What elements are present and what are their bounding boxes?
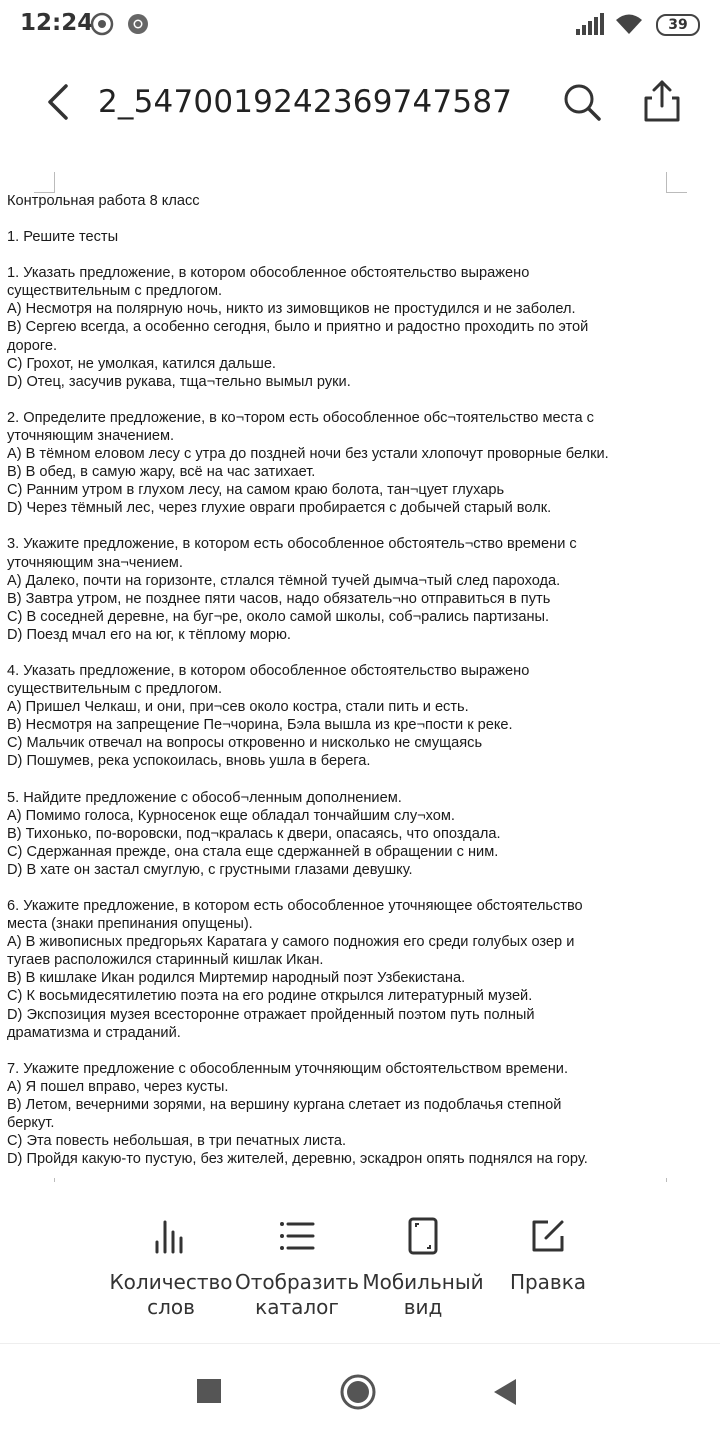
answer-option: A) В живописных предгорьях Каратага у самого подножия его среди голубых озер и [7, 934, 575, 951]
answer-option: C) Грохот, не умолкая, катился дальше. [7, 355, 276, 372]
share-button[interactable] [640, 78, 684, 124]
answer-option: A) Далеко, почти на горизонте, стлался тёмной тучей дымча¬тый след парохода. [7, 572, 561, 589]
recents-button[interactable] [196, 1378, 222, 1409]
edit-button[interactable] [484, 1216, 612, 1295]
question-7 [7, 1060, 713, 1169]
answer-option: C) В соседней деревне, на буг¬ре, около самой школы, соб¬рались партизаны. [7, 608, 550, 625]
answer-option: B) Сергею всегда, а особенно сегодня, было и приятно и радостно проходить по этой [7, 319, 589, 336]
page-corner-mark [666, 172, 687, 193]
bar-chart-icon [151, 1216, 191, 1256]
document-page[interactable] [0, 170, 720, 1182]
section-title: 1. Решите тесты [7, 229, 119, 246]
answer-option: C) Сдержанная прежде, она стала еще сдержанней в обращении с ним. [7, 843, 499, 860]
question-line: 7. Укажите предложение с обособленным уточняющим обстоятельством времени. [7, 1060, 569, 1077]
mobile-view-icon [403, 1216, 443, 1256]
answer-option: B) В кишлаке Икан родился Миртемир народный поэт Узбекистана. [7, 970, 466, 987]
answer-option: C) Эта повесть небольшая, в три печатных листа. [7, 1133, 347, 1150]
answer-option: дороге. [7, 337, 58, 354]
answer-option: D) Пройдя какую-то пустую, без жителей, деревню, эскадрон опять поднялся на гору. [7, 1151, 588, 1168]
answer-option: B) Летом, вечерними зорями, на вершину кургана слетает из подоблачья степной [7, 1096, 562, 1113]
question-line: места (знаки препинания опущены). [7, 916, 253, 933]
answer-option: C) К восьмидесятилетию поэта на его родине открылся литературный музей. [7, 988, 533, 1005]
show-catalog-label-line2: каталог [255, 1295, 339, 1319]
question-line: уточняющим зна¬чением. [7, 554, 183, 571]
answer-option: D) Поезд мчал его на юг, к тёплому морю. [7, 626, 291, 643]
question-line: существительным с предлогом. [7, 681, 223, 698]
answer-option: D) Пошумев, река успокоилась, вновь ушла в берега. [7, 753, 371, 770]
document-text [7, 192, 713, 1182]
battery-indicator: 39 [656, 14, 700, 36]
back-nav-button[interactable] [492, 1378, 518, 1411]
camera-icon [90, 12, 114, 36]
bottom-toolbar [0, 1196, 720, 1336]
question-4 [7, 662, 713, 771]
page-corner-mark [34, 172, 55, 193]
mobile-view-button[interactable] [359, 1216, 487, 1320]
answer-option: B) Тихонько, по-воровски, под¬кралась к двери, опасаясь, что опоздала. [7, 825, 501, 842]
question-line: 1. Указать предложение, в котором обособленное обстоятельство выражено [7, 265, 530, 282]
document-heading: Контрольная работа 8 класс [7, 193, 200, 209]
search-icon [560, 80, 604, 124]
status-bar [0, 0, 720, 50]
answer-option: D) Через тёмный лес, через глухие овраги пробирается с добычей старый волк. [7, 500, 552, 517]
answer-option: D) В хате он застал смуглую, с грустными глазами девушку. [7, 861, 413, 878]
mobile-view-label-line1: Мобильный [362, 1270, 484, 1294]
question-5 [7, 789, 713, 879]
edit-label: Правка [509, 1270, 587, 1294]
show-catalog-button[interactable] [233, 1216, 361, 1320]
chrome-icon [126, 12, 150, 36]
answer-option: C) Мальчик отвечал на вопросы откровенно и нисколько не смущаясь [7, 735, 483, 752]
share-icon [640, 78, 684, 124]
question-line: существительным с предлогом. [7, 283, 223, 300]
word-count-button[interactable] [107, 1216, 235, 1320]
back-button[interactable] [38, 80, 78, 124]
answer-option: B) В обед, в самую жару, всё на час затихает. [7, 464, 316, 481]
home-button[interactable] [340, 1374, 376, 1415]
answer-option: A) Помимо голоса, Курносенок еще обладал тончайшим слу¬хом. [7, 807, 455, 824]
app-bar [0, 60, 720, 145]
answer-option: драматизма и страданий. [7, 1024, 181, 1041]
list-icon [277, 1216, 317, 1256]
question-line: 6. Укажите предложение, в котором есть обособленное уточняющее обстоятельство [7, 898, 583, 914]
navigation-bar [0, 1344, 720, 1440]
question-6 [7, 897, 713, 1042]
question-line: 2. Определите предложение, в ко¬тором есть обособленное обс¬тоятельство места с [7, 409, 594, 426]
answer-option: A) В тёмном еловом лесу с утра до поздней ночи без устали хлопочут проворные белки. [7, 446, 609, 463]
question-line: 5. Найдите предложение с обособ¬ленным дополнением. [7, 789, 402, 806]
question-line: 3. Укажите предложение, в котором есть обособленное обстоятель¬ство времени с [7, 536, 577, 553]
word-count-label-line1: Количество [109, 1270, 233, 1294]
back-triangle-icon [492, 1378, 518, 1406]
show-catalog-label-line1: Отобразить [235, 1270, 359, 1294]
answer-option: A) Пришел Челкаш, и они, при¬сев около костра, стали пить и есть. [7, 699, 469, 716]
home-circle-icon [340, 1374, 376, 1410]
answer-option: D) Отец, засучив рукава, тща¬тельно вымыл руки. [7, 373, 351, 390]
edit-icon [528, 1216, 568, 1256]
signal-icon [576, 13, 604, 35]
answer-option: беркут. [7, 1115, 55, 1132]
mobile-view-label-line2: вид [403, 1295, 443, 1319]
question-line: 4. Указать предложение, в котором обособленное обстоятельство выражено [7, 662, 530, 679]
document-title: 2_5470019242369747587 [98, 84, 513, 120]
answer-option: D) Экспозиция музея всесторонне отражает пройденный поэтом путь полный [7, 1006, 535, 1023]
answer-option: A) Несмотря на полярную ночь, никто из зимовщиков не простудился и не заболел. [7, 301, 576, 318]
back-arrow-icon [38, 80, 78, 124]
question-2 [7, 409, 713, 518]
status-time: 12:24 [20, 10, 94, 36]
answer-option: тугаев расположился старинный кишлак Икан. [7, 952, 324, 969]
word-count-label-line2: слов [147, 1295, 195, 1319]
question-1 [7, 264, 713, 391]
wifi-icon [614, 12, 644, 36]
search-button[interactable] [560, 80, 604, 124]
answer-option: C) Ранним утром в глухом лесу, на самом краю болота, тан¬цует глухарь [7, 482, 505, 499]
square-icon [196, 1378, 222, 1404]
answer-option: B) Завтра утром, не позднее пяти часов, надо обязатель¬но отправиться в путь [7, 590, 551, 607]
answer-option: B) Несмотря на запрещение Пе¬чорина, Бэла вышла из кре¬пости к реке. [7, 717, 513, 734]
answer-option: A) Я пошел вправо, через кусты. [7, 1078, 229, 1095]
question-3 [7, 535, 713, 644]
question-line: уточняющим значением. [7, 427, 175, 444]
